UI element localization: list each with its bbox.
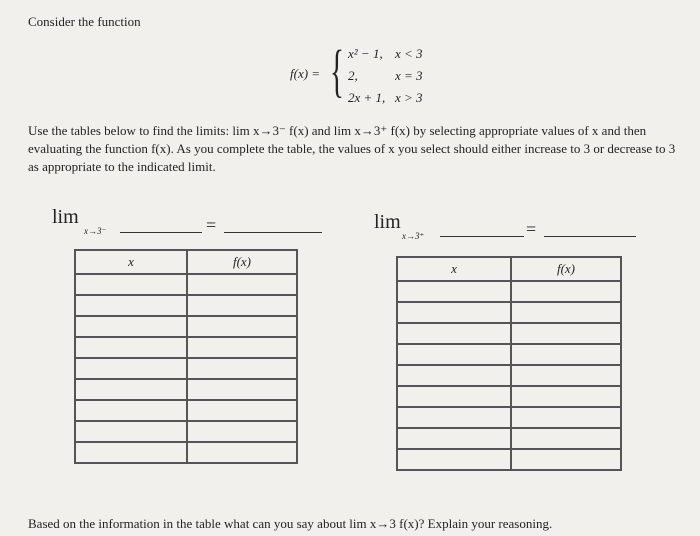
fx-cell[interactable] [187, 379, 297, 400]
table-row [397, 302, 621, 323]
left-limit-value-blank[interactable] [224, 232, 322, 233]
fx-cell[interactable] [187, 274, 297, 295]
right-limit-value-blank[interactable] [544, 236, 636, 237]
right-equals: = [526, 219, 537, 239]
x-cell[interactable] [75, 358, 187, 379]
fx-cell[interactable] [511, 281, 621, 302]
left-limit-word: lim [52, 206, 79, 228]
fx-cell[interactable] [511, 302, 621, 323]
table-row [75, 421, 297, 442]
table-row [397, 449, 621, 470]
x-cell[interactable] [397, 365, 511, 386]
x-cell[interactable] [75, 295, 187, 316]
case-cond-2: x = 3 [395, 68, 423, 83]
right-limit-blank[interactable] [440, 236, 524, 237]
x-cell[interactable] [75, 421, 187, 442]
fx-cell[interactable] [187, 337, 297, 358]
x-cell[interactable] [397, 344, 511, 365]
case-expr-2: 2, [348, 68, 358, 83]
table-row [75, 400, 297, 421]
fx-cell[interactable] [187, 442, 297, 463]
case-expr-1: x² − 1, [348, 46, 383, 61]
x-cell[interactable] [397, 281, 511, 302]
table-row [75, 295, 297, 316]
table-row [75, 274, 297, 295]
table-row [397, 386, 621, 407]
fx-column-header: f(x) [187, 250, 297, 274]
fx-cell[interactable] [511, 344, 621, 365]
x-cell[interactable] [397, 323, 511, 344]
brace-symbol: { [330, 38, 344, 103]
x-cell[interactable] [75, 442, 187, 463]
left-limit-subscript: x→3⁻ [84, 226, 107, 236]
fx-cell[interactable] [187, 316, 297, 337]
x-cell[interactable] [397, 407, 511, 428]
fx-cell[interactable] [187, 400, 297, 421]
x-cell[interactable] [397, 302, 511, 323]
intro-text: Consider the function [28, 14, 141, 29]
fx-cell[interactable] [511, 323, 621, 344]
final-question: Based on the information in the table what can you say about lim x→3 f(x)? Explain your reasoning. [28, 516, 553, 531]
piecewise-function [290, 40, 450, 108]
x-cell[interactable] [397, 449, 511, 470]
right-limit-word: lim [374, 211, 401, 233]
fx-cell[interactable] [511, 449, 621, 470]
x-cell[interactable] [75, 337, 187, 358]
left-limit-blank[interactable] [120, 232, 202, 233]
table-row [397, 428, 621, 449]
table-header-row [75, 250, 297, 274]
table-row [397, 365, 621, 386]
right-limit-table [396, 256, 622, 471]
table-row [397, 323, 621, 344]
table-row [397, 344, 621, 365]
x-cell[interactable] [75, 379, 187, 400]
fx-cell[interactable] [511, 365, 621, 386]
case-expr-3: 2x + 1, [348, 90, 386, 105]
fx-cell[interactable] [511, 386, 621, 407]
left-equals: = [206, 215, 217, 235]
fx-cell[interactable] [511, 428, 621, 449]
table-row [75, 379, 297, 400]
left-limit-table [74, 249, 298, 464]
x-column-header: x [397, 257, 511, 281]
fx-cell[interactable] [187, 295, 297, 316]
right-limit-label [374, 211, 401, 234]
x-cell[interactable] [75, 400, 187, 421]
fx-cell[interactable] [187, 358, 297, 379]
x-cell[interactable] [75, 316, 187, 337]
fx-cell[interactable] [187, 421, 297, 442]
case-cond-1: x < 3 [395, 46, 423, 61]
x-cell[interactable] [397, 428, 511, 449]
x-cell[interactable] [75, 274, 187, 295]
function-lhs: f(x) = [290, 66, 321, 81]
x-cell[interactable] [397, 386, 511, 407]
table-row [75, 442, 297, 463]
table-row [397, 407, 621, 428]
case-cond-3: x > 3 [395, 90, 423, 105]
table-header-row [397, 257, 621, 281]
fx-cell[interactable] [511, 407, 621, 428]
table-row [397, 281, 621, 302]
right-limit-subscript: x→3⁺ [402, 231, 425, 241]
table-row [75, 337, 297, 358]
instructions: Use the tables below to find the limits: lim x→3⁻ f(x) and lim x→3⁺ f(x) by selecting appropriate values of x and then evaluating the function f(x). As you complete the table, the values of x you select should either increase to 3 or decrease to 3 as appropriate to the indicated limit. [28, 123, 676, 174]
table-row [75, 358, 297, 379]
x-column-header: x [75, 250, 187, 274]
left-limit-label [52, 206, 79, 229]
table-row [75, 316, 297, 337]
fx-column-header: f(x) [511, 257, 621, 281]
